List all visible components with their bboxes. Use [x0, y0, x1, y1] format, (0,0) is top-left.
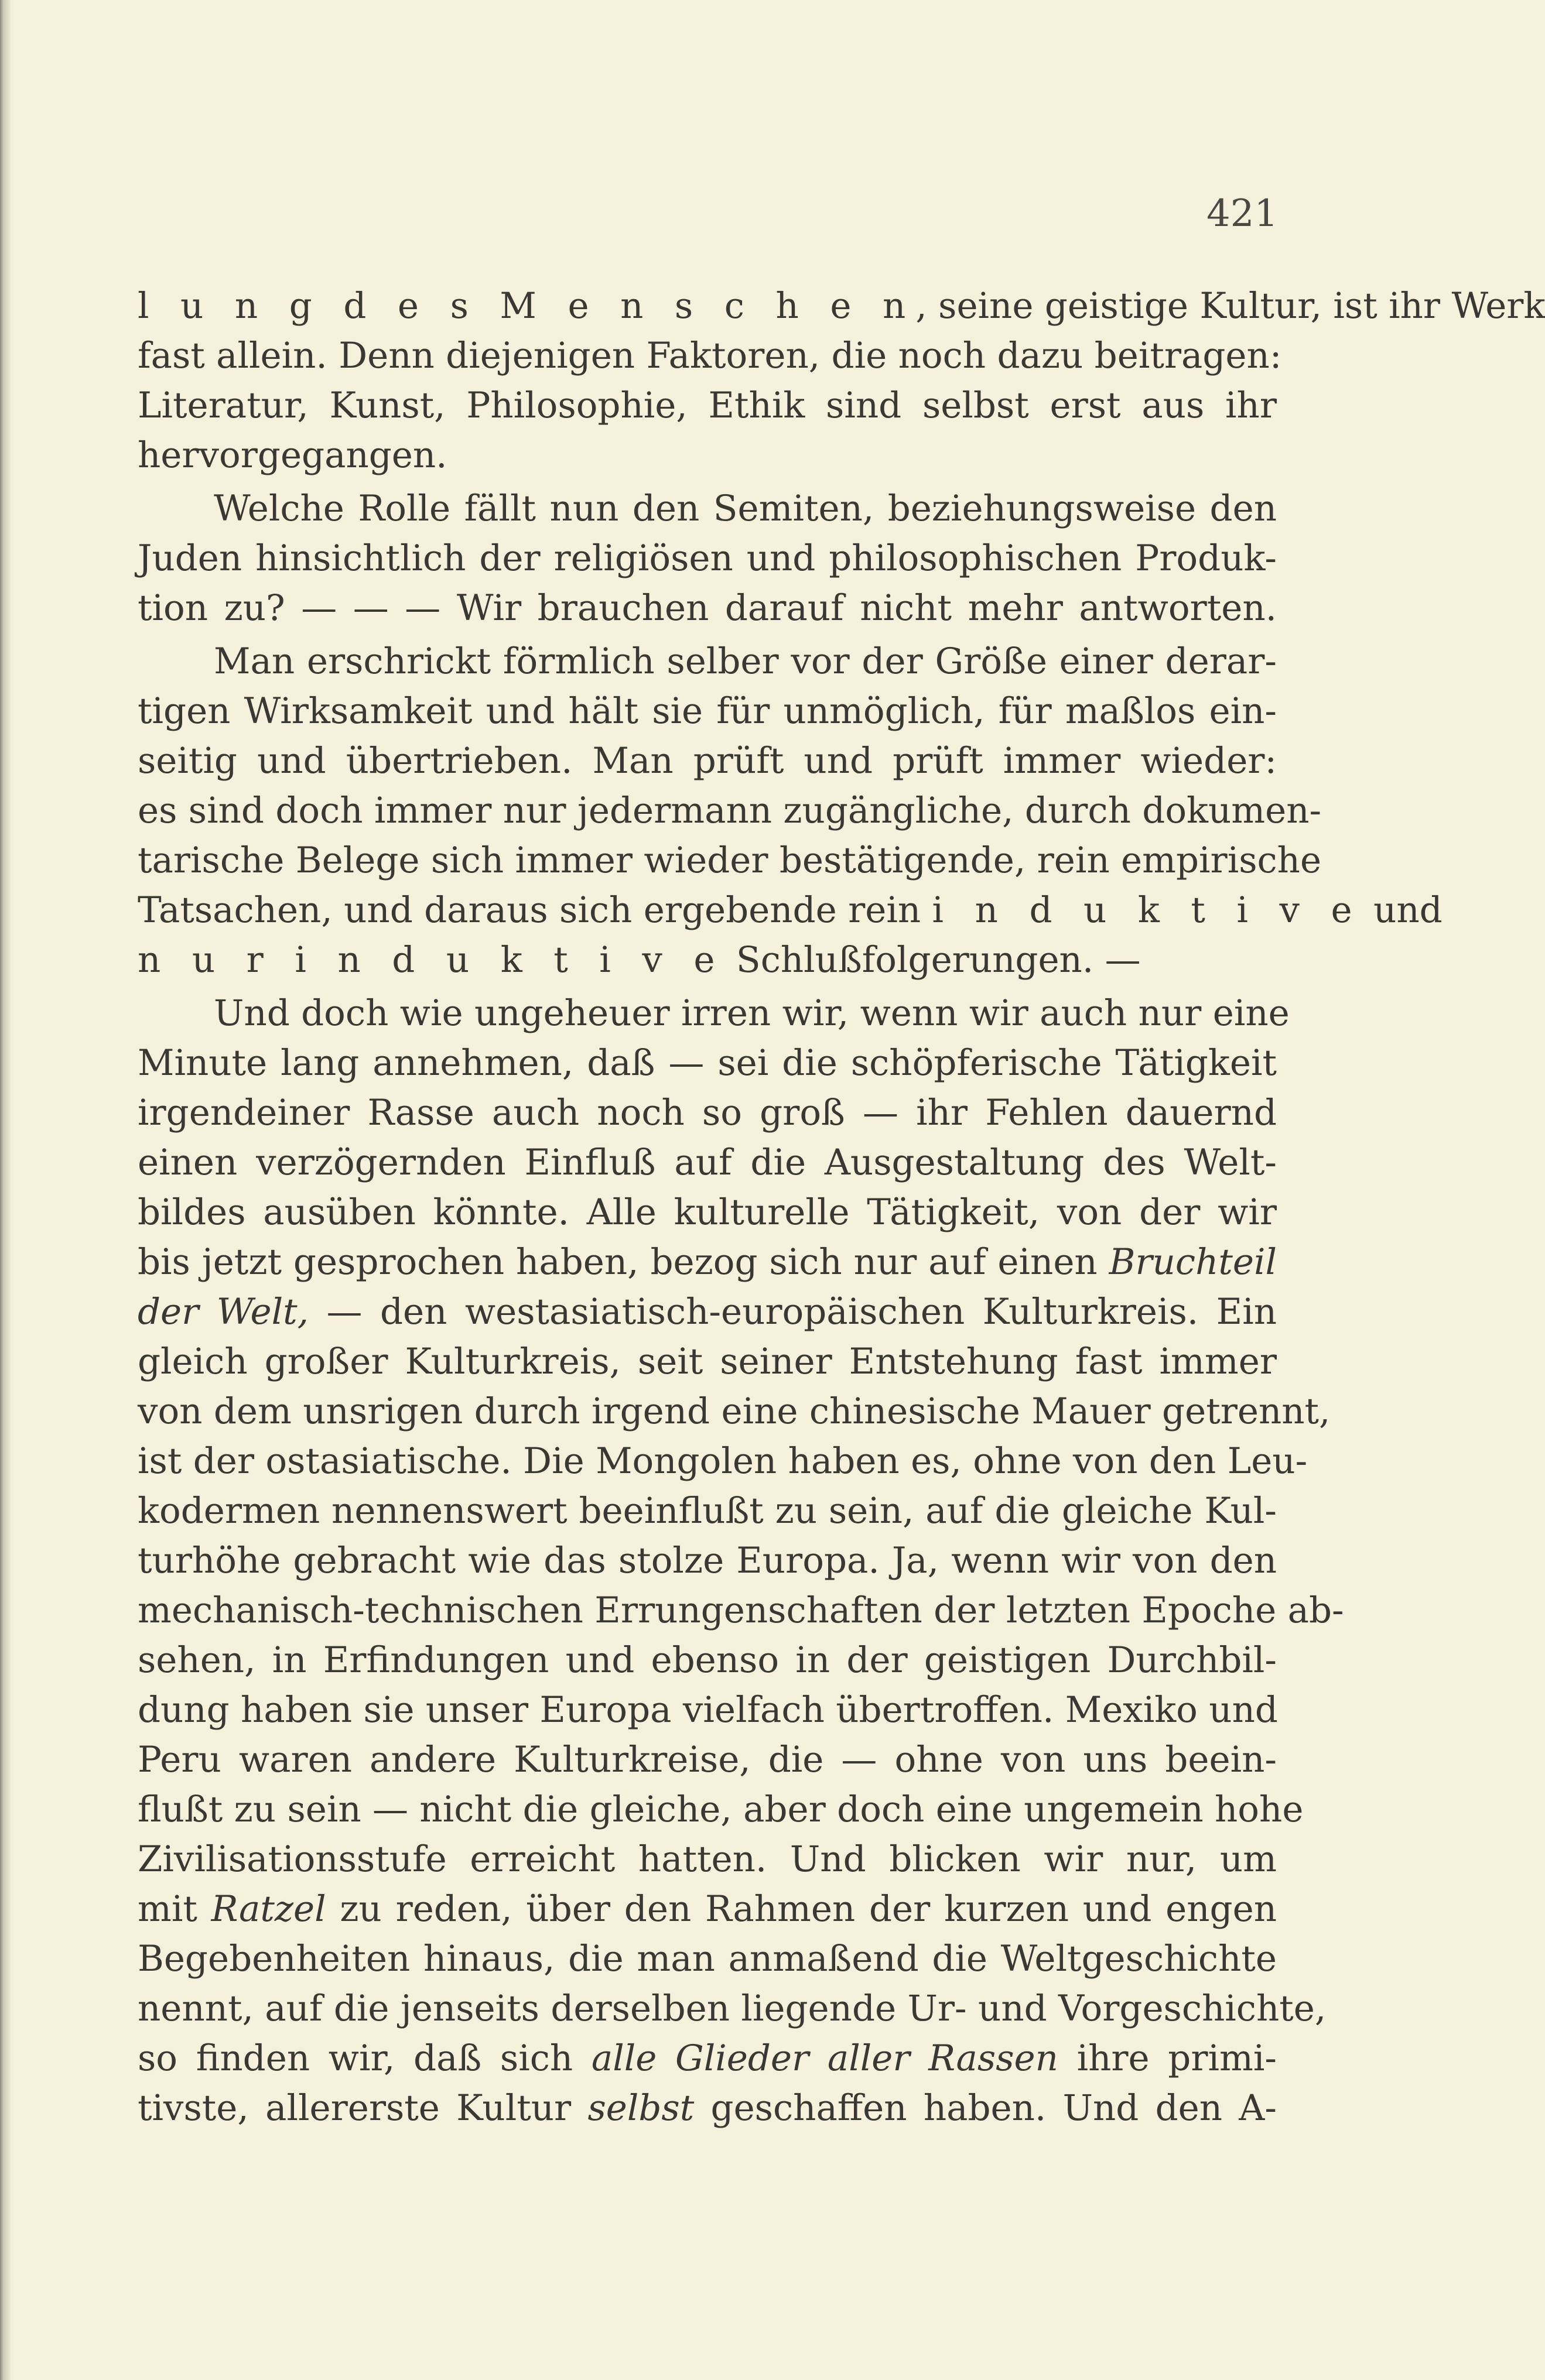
text-segment: Begebenheiten hinaus, die man anmaßend die Weltgeschichte: [138, 1938, 1277, 1980]
text-segment: tion zu? — — — Wir brauchen darauf nicht mehr antworten.: [138, 587, 1277, 629]
text-segment: von dem unsrigen durch irgend eine chinesische Mauer getrennt,: [138, 1391, 1331, 1432]
text-line: [138, 1884, 1277, 1934]
text-line: [138, 636, 1277, 686]
text-line: [138, 1337, 1277, 1386]
page-binding-edge: [0, 0, 11, 2380]
text-segment: gleich großer Kulturkreis, seit seiner Entstehung fast immer: [138, 1341, 1277, 1382]
text-line: [138, 935, 1277, 985]
text-segment: flußt zu sein — nicht die gleiche, aber doch eine ungemein hohe: [138, 1789, 1304, 1830]
text-segment: mit: [138, 1888, 211, 1930]
text-line: [138, 583, 1277, 633]
text-segment: tigen Wirksamkeit und hält sie für unmöglich, für maßlos ein-: [138, 690, 1277, 732]
text-segment: Zivilisationsstufe erreicht hatten. Und blicken wir nur, um: [138, 1838, 1277, 1880]
text-line: [138, 686, 1277, 736]
text-segment: tarische Belege sich immer wieder bestätigende, rein empirische: [138, 840, 1322, 881]
text-line: [138, 1785, 1304, 1834]
text-segment: und: [1362, 889, 1443, 931]
text-line: [138, 533, 1277, 583]
text-line: [138, 1635, 1277, 1685]
text-segment: seitig und übertrieben. Man prüft und prüft immer wieder:: [138, 740, 1277, 782]
text-line: [138, 1088, 1277, 1138]
italic-text: Bruchteil: [1109, 1241, 1277, 1283]
text-line: [138, 1984, 1327, 2033]
text-segment: einen verzögernden Einfluß auf die Ausgestaltung des Welt-: [138, 1142, 1277, 1183]
text-segment: Minute lang annehmen, daß — sei die schöpferische Tätigkeit: [138, 1042, 1277, 1084]
body-text: [138, 281, 1545, 2133]
text-segment: Literatur, Kunst, Philosophie, Ethik sind selbst erst aus ihr: [138, 385, 1277, 426]
text-line: [138, 430, 1277, 480]
text-line: [138, 1934, 1277, 1984]
text-line: [138, 381, 1277, 430]
text-segment: es sind doch immer nur jedermann zugängliche, durch dokumen-: [138, 790, 1322, 831]
text-line: [138, 1834, 1277, 1884]
text-line: [138, 786, 1322, 835]
text-segment: sehen, in Erfindungen und ebenso in der geistigen Durchbil-: [138, 1639, 1277, 1681]
text-segment: ist der ostasiatische. Die Mongolen haben es, ohne von den Leu-: [138, 1440, 1308, 1482]
spaced-text: n u r i n d u k t i v e: [138, 939, 725, 981]
text-segment: turhöhe gebracht wie das stolze Europa. Ja, wenn wir von den: [138, 1540, 1277, 1581]
text-line: [138, 1585, 1344, 1635]
text-line: [138, 2033, 1277, 2083]
text-line: [138, 281, 1545, 331]
italic-text: Ratzel: [211, 1888, 326, 1930]
text-line: [138, 885, 1443, 935]
text-segment: dung haben sie unser Europa vielfach übertroffen. Mexiko und: [138, 1689, 1278, 1731]
text-segment: Peru waren andere Kulturkreise, die — ohne von uns beein-: [138, 1739, 1277, 1780]
text-segment: Und doch wie ungeheuer irren wir, wenn wir auch nur eine: [214, 992, 1290, 1034]
text-line: [138, 835, 1322, 885]
page-number: 421: [1206, 192, 1279, 235]
text-segment: ihre primi-: [1058, 2037, 1277, 2079]
text-segment: Man erschrickt förmlich selber vor der Größe einer derar-: [214, 641, 1277, 682]
text-line: [138, 1386, 1331, 1436]
text-segment: zu reden, über den Rahmen der kurzen und engen: [326, 1888, 1277, 1930]
text-line: [138, 1187, 1277, 1237]
text-segment: mechanisch-technischen Errungenschaften der letzten Epoche ab-: [138, 1590, 1344, 1631]
text-segment: fast allein. Denn diejenigen Faktoren, die noch dazu beitragen:: [138, 335, 1282, 376]
text-line: [138, 1685, 1277, 1735]
text-segment: bildes ausüben könnte. Alle kulturelle Tätigkeit, von der wir: [138, 1191, 1277, 1233]
text-segment: — den westasiatisch-europäischen Kulturkreis. Ein: [309, 1291, 1277, 1333]
text-segment: kodermen nennenswert beeinflußt zu sein, auf die gleiche Kul-: [138, 1490, 1277, 1532]
text-line: [138, 988, 1290, 1038]
spaced-text: l u n g d e s M e n s c h e n: [138, 285, 916, 327]
text-line: [138, 1536, 1277, 1585]
text-segment: Welche Rolle fällt nun den Semiten, beziehungsweise den: [214, 488, 1277, 529]
text-segment: tivste, allererste Kultur: [138, 2087, 588, 2129]
italic-text: der Welt,: [138, 1291, 309, 1333]
spaced-text: i n d u k t i v e: [932, 889, 1362, 931]
text-line: [138, 1237, 1277, 1287]
text-line: [138, 736, 1277, 786]
text-line: [138, 1436, 1308, 1486]
text-line: [138, 1138, 1277, 1187]
text-segment: bis jetzt gesprochen haben, bezog sich nur auf einen: [138, 1241, 1109, 1283]
text-segment: so finden wir, daß sich: [138, 2037, 592, 2079]
text-line: [138, 2083, 1277, 2133]
text-line: [138, 1038, 1277, 1088]
text-line: [138, 1486, 1277, 1536]
text-segment: Juden hinsichtlich der religiösen und philosophischen Produk-: [138, 537, 1277, 579]
text-segment: hervorgegangen.: [138, 434, 447, 476]
text-segment: irgendeiner Rasse auch noch so groß — ihr Fehlen dauernd: [138, 1092, 1277, 1134]
text-segment: Tatsachen, und daraus sich ergebende rein: [138, 889, 932, 931]
italic-text: alle Glieder aller Rassen: [591, 2037, 1058, 2079]
text-segment: Schlußfolgerungen. —: [724, 939, 1141, 981]
text-segment: , seine geistige Kultur, ist ihr Werk: [915, 285, 1545, 327]
italic-text: selbst: [587, 2087, 695, 2129]
text-segment: nennt, auf die jenseits derselben liegende Ur- und Vorgeschichte,: [138, 1988, 1327, 2029]
text-line: [138, 331, 1282, 381]
text-segment: geschaffen haben. Und den A-: [694, 2087, 1277, 2129]
text-line: [138, 1735, 1277, 1785]
text-line: [138, 484, 1277, 533]
text-line: [138, 1287, 1277, 1337]
